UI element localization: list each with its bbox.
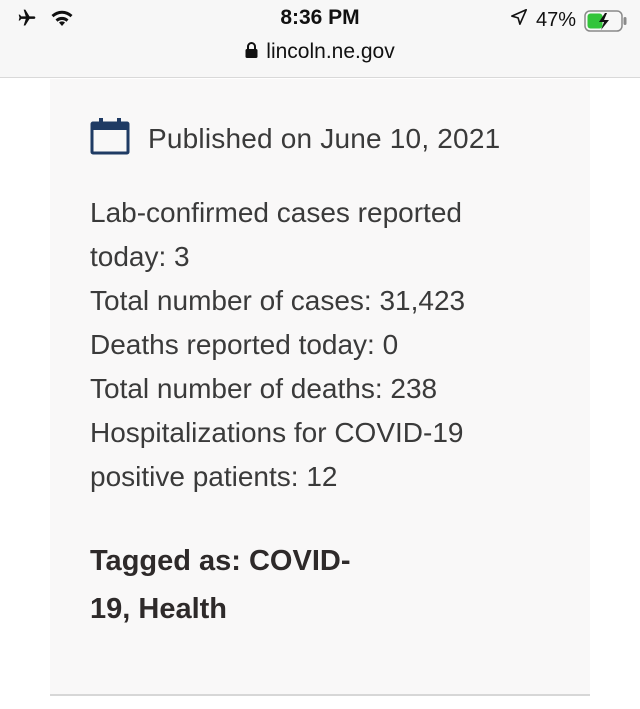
stat-line: Deaths reported today: 0	[90, 329, 399, 360]
battery-percent: 47%	[535, 8, 576, 31]
status-time: 8:36 PM	[280, 6, 360, 29]
url-text[interactable]: lincoln.ne.gov	[266, 40, 395, 63]
stat-line: Total number of cases: 31,423	[90, 285, 466, 316]
lock-icon	[245, 40, 258, 64]
stat-line: Lab-confirmed cases reported	[90, 197, 462, 228]
article-card	[50, 79, 590, 694]
stat-line: Total number of deaths: 238	[90, 373, 438, 404]
stat-line: positive patients: 12	[90, 461, 338, 492]
tags-line[interactable]: 19, Health	[90, 593, 227, 625]
covid-stats	[90, 191, 570, 499]
published-row	[90, 117, 500, 160]
calendar-icon	[90, 117, 130, 160]
stat-line: Hospitalizations for COVID-19	[90, 417, 464, 448]
address-bar[interactable]	[0, 40, 640, 64]
divider	[50, 694, 590, 696]
status-right	[510, 8, 626, 32]
status-bar	[0, 0, 640, 78]
battery-charging-icon	[584, 10, 626, 30]
tags-line[interactable]: Tagged as: COVID-	[90, 545, 351, 577]
tags[interactable]	[90, 537, 430, 633]
stat-line: today: 3	[90, 241, 190, 272]
location-arrow-icon	[510, 8, 528, 32]
published-date: Published on June 10, 2021	[148, 122, 501, 154]
